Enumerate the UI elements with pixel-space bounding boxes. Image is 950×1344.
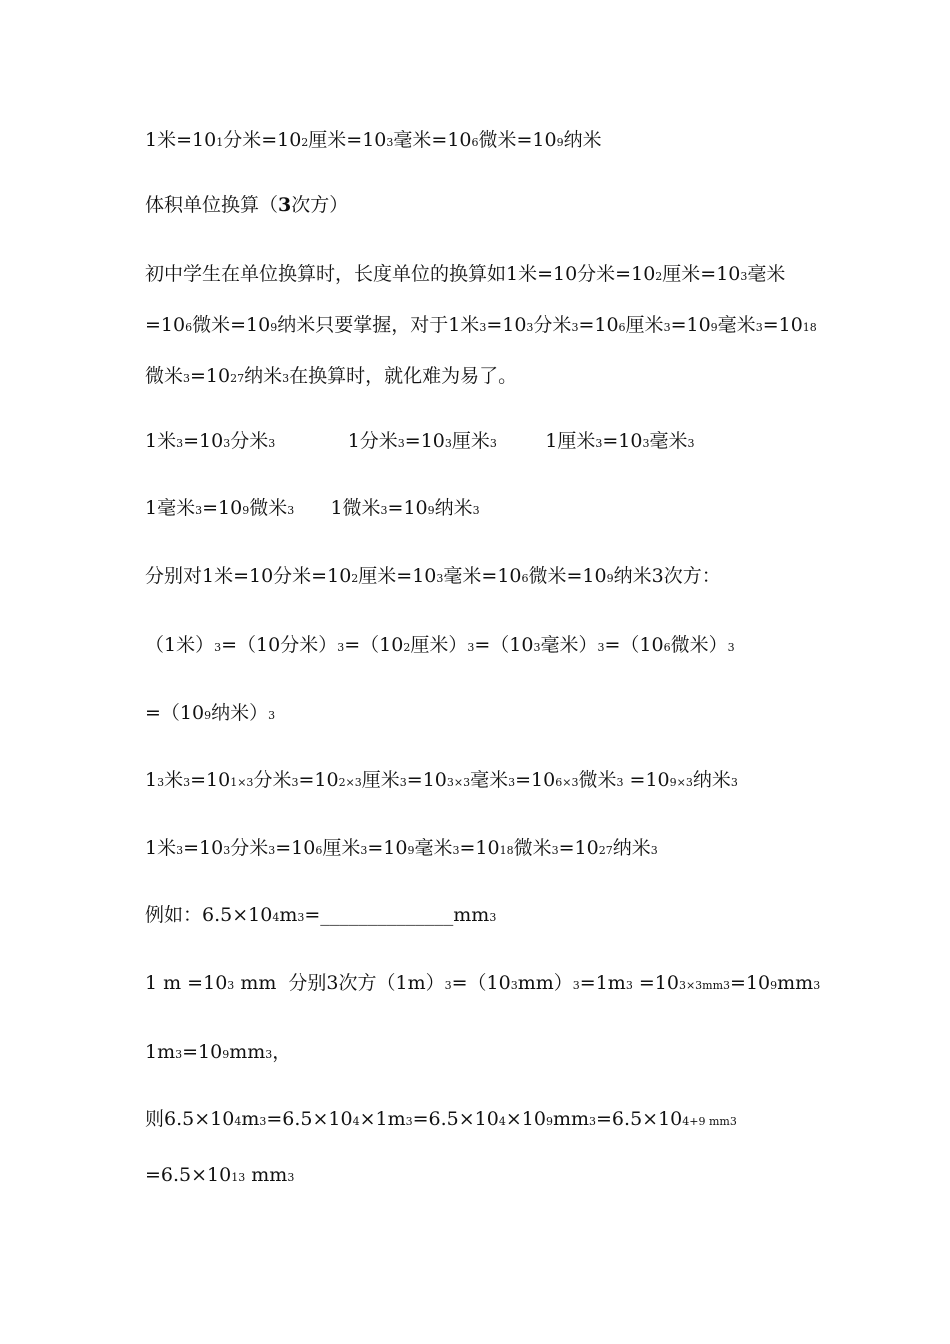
exponent-text: 3 xyxy=(386,136,394,149)
exponent-text: 3×3mm3 xyxy=(678,979,731,992)
exponent-text: 4 xyxy=(498,1115,506,1128)
exponent-text: 4+9 mm3 xyxy=(682,1115,737,1128)
text-segment: =10 xyxy=(183,430,224,452)
text-segment: =（10 xyxy=(344,634,404,656)
exponent-text: 3 xyxy=(259,1115,267,1128)
text-line-1 xyxy=(145,128,602,155)
exponent-text: 3 xyxy=(489,911,497,924)
text-segment: 微米 xyxy=(249,497,288,519)
text-segment: mm xyxy=(552,1108,590,1130)
text-line-4 xyxy=(145,313,817,340)
exponent-text: 9 xyxy=(242,504,250,517)
text-segment: 毫米=10 xyxy=(393,129,472,151)
exponent-text: 6 xyxy=(471,136,479,149)
exponent-text: 6 xyxy=(663,641,671,654)
text-segment: 分米=10 xyxy=(223,129,302,151)
text-segment: =10 xyxy=(632,972,679,994)
text-segment: =10 xyxy=(623,769,670,791)
text-line-2 xyxy=(145,193,348,217)
exponent-text: 2 xyxy=(301,136,309,149)
exponent-text: 9 xyxy=(427,504,435,517)
exponent-text: 6 xyxy=(315,844,323,857)
text-segment: 纳米） xyxy=(211,702,269,724)
text-segment: m xyxy=(241,1108,260,1130)
text-line-7 xyxy=(145,496,480,523)
text-segment: =10 xyxy=(515,769,556,791)
exponent-text: 3 xyxy=(687,437,695,450)
exponent-text: 3 xyxy=(195,504,203,517)
text-segment: 1 xyxy=(145,769,158,791)
text-segment: ×1m xyxy=(359,1108,406,1130)
text-segment: 纳米 xyxy=(612,837,651,859)
text-segment: =10 xyxy=(275,837,316,859)
exponent-text: 3 xyxy=(268,844,276,857)
exponent-text: 3 xyxy=(597,641,605,654)
text-segment: 1m xyxy=(145,1041,176,1063)
exponent-text: 3 xyxy=(175,1048,183,1061)
text-segment: 分米 xyxy=(230,430,269,452)
text-segment: 3 xyxy=(278,194,292,216)
text-segment: 毫米 xyxy=(649,430,688,452)
text-segment: =6.5×10 xyxy=(145,1164,232,1186)
exponent-text: 27 xyxy=(598,844,613,857)
text-segment: =10 xyxy=(298,769,339,791)
text-segment: =10 xyxy=(406,769,447,791)
text-segment: m xyxy=(279,904,298,926)
text-segment: 厘米 xyxy=(361,769,400,791)
text-line-3 xyxy=(145,262,785,289)
text-segment: 纳米只要掌握，对于1米 xyxy=(277,314,480,336)
exponent-text: 3×3 xyxy=(446,776,471,789)
text-segment: 厘米 xyxy=(451,430,490,452)
text-segment: =6.5×10 xyxy=(266,1108,353,1130)
exponent-text: 2 xyxy=(351,572,359,585)
text-segment: 纳米 xyxy=(563,129,602,151)
text-segment: =6.5×10 xyxy=(596,1108,683,1130)
exponent-text: 3 xyxy=(223,844,231,857)
exponent-text: 3 xyxy=(399,776,407,789)
text-segment: 1米 xyxy=(145,837,177,859)
exponent-text: 3 xyxy=(526,321,534,334)
text-segment: 1米=10 xyxy=(145,129,217,151)
exponent-text: 2 xyxy=(403,641,411,654)
exponent-text: 3 xyxy=(730,776,738,789)
text-segment: 1米 xyxy=(145,430,177,452)
text-segment: 毫米 xyxy=(414,837,453,859)
exponent-text: 9 xyxy=(407,844,415,857)
text-segment: 微米 xyxy=(578,769,617,791)
text-segment: 纳米 xyxy=(692,769,731,791)
exponent-text: 1 xyxy=(216,136,224,149)
text-line-13 xyxy=(145,903,496,930)
text-segment: =10 xyxy=(367,837,408,859)
text-segment: =10 xyxy=(190,365,231,387)
exponent-text: 3 xyxy=(727,641,735,654)
text-segment: 纳米3次方： xyxy=(613,565,721,587)
exponent-text: 27 xyxy=(230,372,245,385)
exponent-text: 3 xyxy=(337,641,345,654)
exponent-text: 3 xyxy=(472,504,480,517)
text-line-10 xyxy=(145,701,275,728)
exponent-text: 4 xyxy=(272,911,280,924)
exponent-text: 3 xyxy=(282,372,290,385)
exponent-text: 4 xyxy=(352,1115,360,1128)
exponent-text: 3 xyxy=(510,979,518,992)
text-segment: 体积单位换算（ xyxy=(145,194,279,216)
exponent-text: 3 xyxy=(360,844,368,857)
exponent-text: 13 xyxy=(231,1171,246,1184)
exponent-text: 6 xyxy=(521,572,529,585)
exponent-text: 2 xyxy=(655,270,663,283)
text-segment: =10 xyxy=(183,837,224,859)
exponent-text: 3 xyxy=(663,321,671,334)
text-segment: =10 xyxy=(145,314,186,336)
text-segment: 厘米 xyxy=(625,314,664,336)
text-segment: 分米 xyxy=(533,314,572,336)
exponent-text: 3 xyxy=(740,270,748,283)
text-segment: 1厘米 xyxy=(496,430,596,452)
exponent-text: 3 xyxy=(572,979,580,992)
exponent-text: 3 xyxy=(616,776,624,789)
text-segment: 初中学生在单位换算时，长度单位的换算如1米=10分米=10 xyxy=(145,263,656,285)
text-segment: 微米=10 xyxy=(192,314,271,336)
text-segment: =10 xyxy=(404,430,445,452)
text-segment: 1毫米 xyxy=(145,497,196,519)
exponent-text: 4 xyxy=(234,1115,242,1128)
exponent-text: 3 xyxy=(176,844,184,857)
text-segment: =1m xyxy=(579,972,626,994)
exponent-text: 3 xyxy=(214,641,222,654)
exponent-text: 3 xyxy=(467,641,475,654)
text-segment: 分别对1米=10分米=10 xyxy=(145,565,352,587)
text-segment: =（10 xyxy=(604,634,664,656)
exponent-text: 3 xyxy=(642,437,650,450)
text-segment: 微米=10 xyxy=(478,129,557,151)
exponent-text: 3 xyxy=(589,1115,597,1128)
exponent-text: 6 xyxy=(618,321,626,334)
text-segment: mm xyxy=(777,972,814,994)
text-line-5 xyxy=(145,364,517,391)
exponent-text: 3 xyxy=(479,321,487,334)
exponent-text: 3 xyxy=(436,572,444,585)
text-segment: 微米 xyxy=(513,837,552,859)
text-segment: 微米=10 xyxy=(528,565,607,587)
text-segment: =______________mm xyxy=(304,904,490,926)
exponent-text: 3 xyxy=(183,776,191,789)
exponent-text: 3 xyxy=(755,321,763,334)
text-segment: 毫米 xyxy=(470,769,509,791)
text-segment: 毫米 xyxy=(747,263,786,285)
text-segment: ×10 xyxy=(505,1108,546,1130)
text-segment: =10 xyxy=(578,314,619,336)
text-segment: 厘米=10 xyxy=(358,565,437,587)
text-segment: =10 xyxy=(730,972,771,994)
exponent-text: 9 xyxy=(710,321,718,334)
text-segment: =10 xyxy=(190,769,231,791)
exponent-text: 3 xyxy=(625,979,633,992)
exponent-text: 3 xyxy=(183,372,191,385)
exponent-text: 3 xyxy=(533,641,541,654)
text-segment: 纳米 xyxy=(244,365,283,387)
exponent-text: 3 xyxy=(444,979,452,992)
text-segment: mm） xyxy=(517,972,573,994)
exponent-text: 3 xyxy=(571,321,579,334)
exponent-text: 18 xyxy=(802,321,817,334)
text-segment: 米 xyxy=(164,769,184,791)
text-segment: =10 xyxy=(558,837,599,859)
text-line-8 xyxy=(145,564,721,591)
exponent-text: 3 xyxy=(650,844,658,857)
text-segment: =（10分米） xyxy=(221,634,338,656)
text-segment: 1分米 xyxy=(275,430,398,452)
exponent-text: 18 xyxy=(499,844,514,857)
text-segment: 次方） xyxy=(291,194,349,216)
text-segment: 微米） xyxy=(670,634,728,656)
text-segment: =10 xyxy=(182,1041,223,1063)
exponent-text: 9×3 xyxy=(669,776,693,789)
text-segment: =10 xyxy=(387,497,428,519)
exponent-text: 6 xyxy=(185,321,193,334)
exponent-text: 9 xyxy=(204,709,212,722)
text-segment: 厘米 xyxy=(322,837,361,859)
text-segment: mm xyxy=(229,1041,266,1063)
exponent-text: 1×3 xyxy=(230,776,254,789)
text-line-15 xyxy=(145,1040,291,1067)
exponent-text: 3 xyxy=(265,1048,273,1061)
text-line-12 xyxy=(145,836,658,863)
text-segment: =10 xyxy=(762,314,803,336)
text-line-14 xyxy=(145,971,820,998)
exponent-text: 6×3 xyxy=(555,776,579,789)
text-segment: =6.5×10 xyxy=(412,1108,499,1130)
text-line-11 xyxy=(145,768,738,795)
exponent-text: 3 xyxy=(813,979,821,992)
text-segment: 分米 xyxy=(253,769,292,791)
exponent-text: 3 xyxy=(508,776,516,789)
exponent-text: 3 xyxy=(268,709,276,722)
exponent-text: 9 xyxy=(556,136,564,149)
text-segment: =（10 xyxy=(474,634,534,656)
text-segment: =10 xyxy=(486,314,527,336)
text-segment: 则6.5×10 xyxy=(145,1108,235,1130)
text-segment: 厘米=10 xyxy=(662,263,741,285)
text-segment: 例如：6.5×10 xyxy=(145,904,273,926)
exponent-text: 9 xyxy=(606,572,614,585)
text-segment: =10 xyxy=(459,837,500,859)
exponent-text: 3 xyxy=(595,437,603,450)
text-segment: 分米 xyxy=(230,837,269,859)
exponent-text: 3 xyxy=(444,437,452,450)
text-segment: 毫米=10 xyxy=(443,565,522,587)
text-line-17 xyxy=(145,1163,294,1190)
text-segment: 在换算时，就化难为易了。 xyxy=(289,365,518,387)
text-segment: =10 xyxy=(670,314,711,336)
exponent-text: 3 xyxy=(489,437,497,450)
text-segment: =10 xyxy=(602,430,643,452)
exponent-text: 3 xyxy=(297,911,305,924)
exponent-text: 2×3 xyxy=(338,776,362,789)
text-segment: 厘米=10 xyxy=(308,129,387,151)
text-segment: 厘米） xyxy=(410,634,468,656)
text-segment: 毫米 xyxy=(717,314,756,336)
exponent-text: 3 xyxy=(227,979,235,992)
exponent-text: 3 xyxy=(287,1171,295,1184)
text-segment: （1米） xyxy=(145,634,215,656)
exponent-text: 3 xyxy=(157,776,165,789)
exponent-text: 9 xyxy=(222,1048,230,1061)
text-segment: ， xyxy=(272,1041,292,1063)
text-segment: 微米 xyxy=(145,365,184,387)
text-segment: =（10 xyxy=(145,702,205,724)
exponent-text: 9 xyxy=(270,321,278,334)
exponent-text: 3 xyxy=(291,776,299,789)
exponent-text: 3 xyxy=(397,437,405,450)
exponent-text: 3 xyxy=(176,437,184,450)
text-line-9 xyxy=(145,633,735,660)
exponent-text: 3 xyxy=(223,437,231,450)
text-segment: 纳米 xyxy=(434,497,473,519)
exponent-text: 9 xyxy=(770,979,778,992)
text-segment: 1微米 xyxy=(294,497,381,519)
text-line-16 xyxy=(145,1107,737,1134)
text-segment: 1 m =10 xyxy=(145,972,228,994)
exponent-text: 3 xyxy=(380,504,388,517)
text-line-6 xyxy=(145,429,694,456)
text-segment: 毫米） xyxy=(540,634,598,656)
exponent-text: 3 xyxy=(551,844,559,857)
exponent-text: 3 xyxy=(452,844,460,857)
text-segment: =（10 xyxy=(451,972,511,994)
text-segment: =10 xyxy=(202,497,243,519)
exponent-text: 3 xyxy=(268,437,276,450)
exponent-text: 3 xyxy=(287,504,295,517)
text-segment: mm 分别3次方（1m） xyxy=(234,972,445,994)
text-segment: mm xyxy=(245,1164,288,1186)
exponent-text: 3 xyxy=(405,1115,413,1128)
exponent-text: 9 xyxy=(545,1115,553,1128)
